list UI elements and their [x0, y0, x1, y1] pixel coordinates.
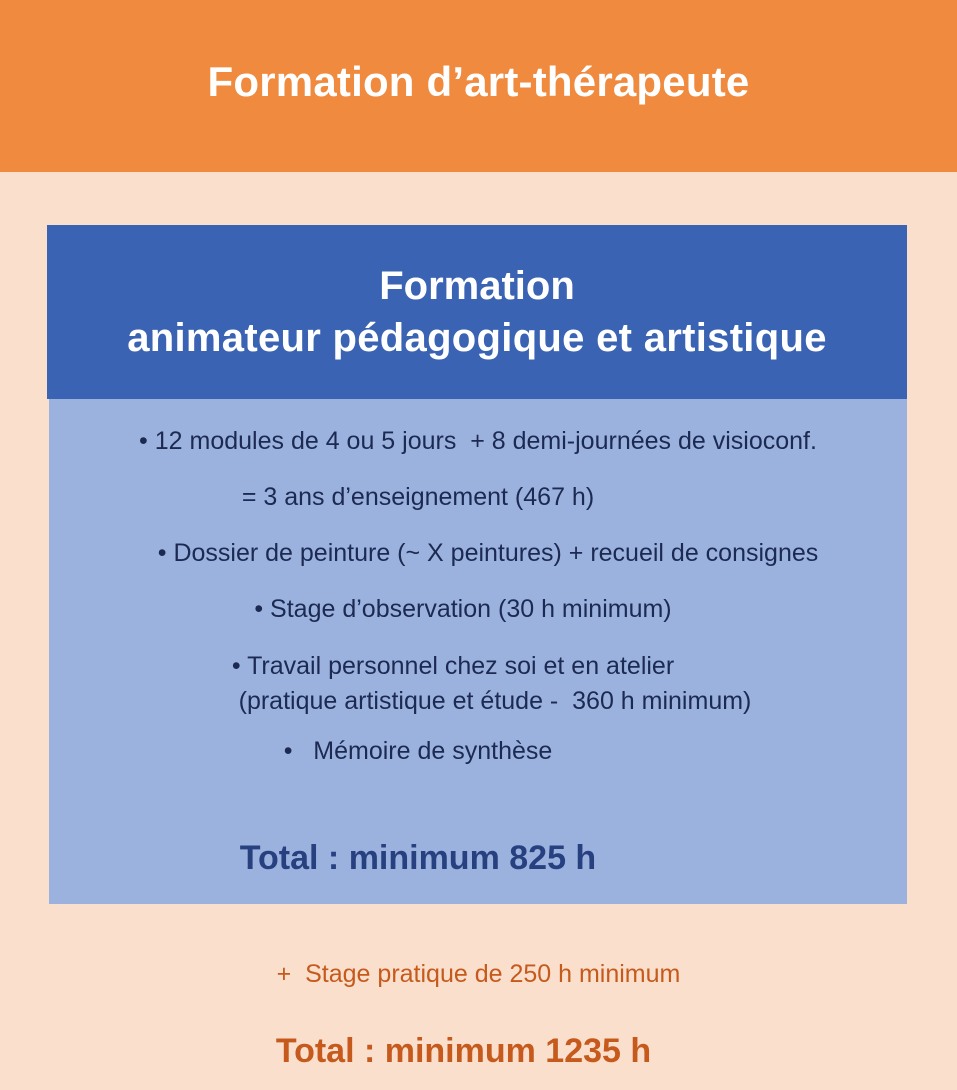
top-banner: [0, 0, 957, 172]
extra-stage: + Stage pratique de 250 h minimum: [276, 960, 681, 988]
list-item-stage-observation: • Stage d’observation (30 h minimum): [254, 595, 672, 623]
card-body: [49, 399, 907, 904]
list-item-memoire: • Mémoire de synthèse: [283, 737, 553, 765]
list-item-modules: • 12 modules de 4 ou 5 jours + 8 demi-journées de visioconf.: [139, 427, 817, 455]
card-total: Total : minimum 825 h: [239, 839, 597, 877]
list-item-travail-personnel: • Travail personnel chez soi et en atelier: [231, 652, 675, 680]
formation-card: [47, 225, 907, 904]
page-title: Formation d’art-thérapeute: [207, 58, 750, 105]
card-header: [47, 225, 907, 399]
grand-total: Total : minimum 1235 h: [275, 1032, 652, 1070]
list-item-duration: = 3 ans d’enseignement (467 h): [241, 483, 595, 511]
card-title-line2: animateur pédagogique et artistique: [127, 316, 827, 360]
list-item-dossier: • Dossier de peinture (~ X peintures) + recueil de consignes: [157, 539, 819, 567]
list-item-travail-detail: (pratique artistique et étude - 360 h minimum): [238, 687, 752, 715]
card-title-line1: Formation: [379, 264, 575, 308]
